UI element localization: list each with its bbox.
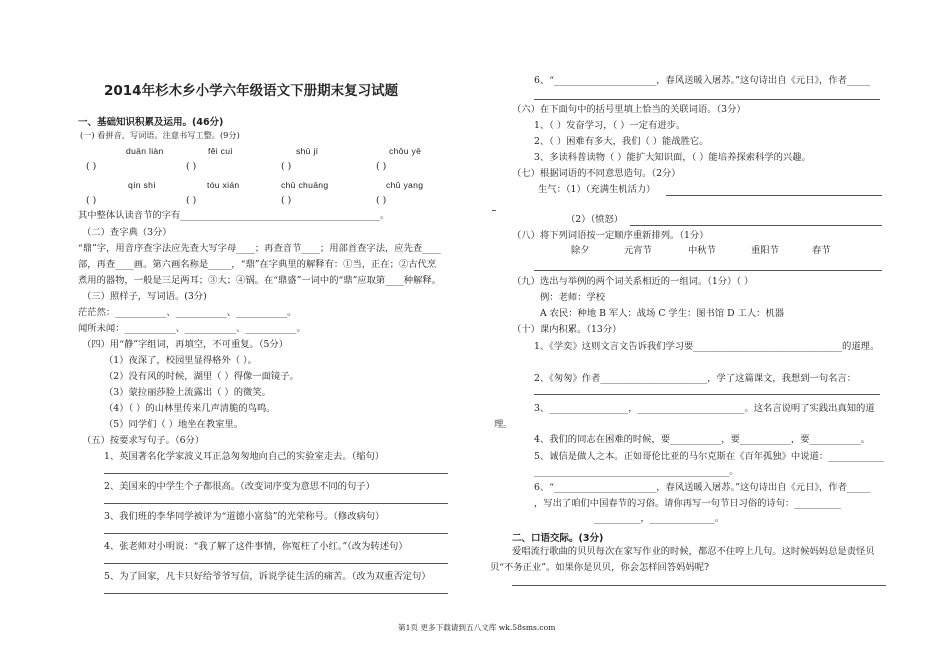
part-6-heading: （六）在下面句中的括号里填上恰当的关联词语。（3分） [512, 104, 746, 115]
recall-question: __________，______________。 [594, 513, 725, 524]
section-1-heading: 一、基础知识积累及运用。(46分) [78, 117, 224, 128]
rewrite-sentence: 5、为了回家，凡卡只好给爷爷写信，诉说学徒生活的痛苦。（改为双重否定句） [104, 571, 431, 582]
recall-question: 1、《学奕》这则文言文告诉我们学习要________________________________的道理。 [534, 341, 880, 352]
pinyin: chǔ yang [386, 180, 424, 190]
part-7-heading: （七）根据词语的不同意思造句。（2分） [512, 168, 681, 179]
recall-question: 6、“______________________，春风送暖入屠苏。”这句诗出自《元日》，作者_____ [534, 482, 871, 493]
pinyin: chū chuāng [281, 180, 329, 190]
answer-line[interactable] [534, 99, 880, 100]
answer-options: A 农民：种地 B 军人：战场 C 学生：图书馆 D 工人：机器 [540, 308, 785, 319]
example-pair: 例：老师：学校 [540, 292, 606, 303]
dictionary-question: “鼎”字，用音序查字法应先查大写字母____；再查音节____；用部首查字法，应先查____ [78, 243, 441, 254]
part-4-heading: （四）用“静”字组词，再填空，不可重复。（5分） [82, 339, 289, 350]
answer-parens[interactable]: ( ) [86, 161, 97, 172]
recall-question: 3、_________________，_______________________。这名言说明了实践出真知的道 [534, 403, 875, 414]
answer-parens[interactable]: ( ) [281, 195, 292, 206]
pinyin: duān liàn [126, 146, 164, 156]
conjunction-sentence: 3、多读科普读物（ ）能扩大知识面，（ ）能培养探索科学的兴趣。 [534, 152, 811, 163]
whole-syllable-question: 其中整体认读音节的字有___________________________________________。 [78, 210, 390, 221]
jing-sentence: （1）夜深了，校园里显得格外（ ）。 [104, 355, 257, 366]
answer-parens[interactable]: ( ) [281, 161, 292, 172]
part-10-heading: （十）课内积累。（13分） [512, 324, 622, 335]
conjunction-sentence: 1、（ ）发奋学习，（ ）一定有进步。 [534, 120, 686, 131]
answer-parens[interactable]: ( ) [186, 161, 197, 172]
recall-question: __________________________________________。 [534, 466, 739, 477]
part-3-heading: （三）照样子，写词语。(3分) [82, 291, 207, 302]
answer-line[interactable] [492, 210, 496, 211]
answer-parens[interactable]: ( ) [186, 195, 197, 206]
answer-line[interactable] [630, 225, 882, 226]
section-2-heading: 二、口语交际。(3分) [512, 533, 604, 544]
jing-sentence: （4）（ ）的山林里传来几声清脆的鸟鸣。 [104, 403, 276, 414]
answer-line[interactable] [104, 563, 448, 564]
recall-question: 2、《匆匆》作者_______________________，学了这篇课文，我想到一句名言： [534, 373, 857, 384]
jing-sentence: （2）没有风的时候，湖里（ ）得像一面镜子。 [104, 371, 299, 382]
festival-word: 重阳节 [751, 245, 779, 256]
page-footer: 第1页 更多下载请到五八文库 wk.58sms.com [398, 623, 556, 632]
answer-line[interactable] [534, 270, 882, 271]
rewrite-sentence: 2、美国来的中学生个子都很高。（改变词序变为意思不同的句子） [104, 481, 375, 492]
answer-parens[interactable]: ( ) [376, 195, 387, 206]
part-1-heading: (一) 看拼音，写词语。注意书写工整。(9分) [80, 130, 240, 140]
page-title: 2014年杉木乡小学六年级语文下册期末复习试题 [104, 83, 399, 99]
answer-line[interactable] [666, 195, 882, 196]
pinyin: chōu yē [389, 146, 422, 156]
pinyin: shū jí [296, 146, 319, 156]
rewrite-sentence: 1、英国著名化学家波义耳正急匆匆地向自己的实验室走去。（缩句） [104, 451, 385, 462]
festival-word: 中秋节 [688, 245, 716, 256]
pinyin: tóu xián [207, 180, 240, 190]
festival-word: 元宵节 [624, 245, 652, 256]
recall-question: ，写出了咱们中国春节的习俗。请你再写一句节日习俗的诗句：__________ [534, 498, 841, 509]
rewrite-sentence: 6、“______________________，春风送暖入屠苏。”这句诗出自《元日》，作者_____ [534, 75, 871, 86]
part-2-heading: （二）查字典（3分） [82, 227, 172, 238]
example-words: 茫茫然：___________、___________、___________。 [78, 307, 297, 318]
oral-prompt: 爱唱流行歌曲的贝贝每次在家写作业的时候，都忍不住哼上几句。这时候妈妈总是责怪贝 [512, 546, 875, 557]
pinyin: qín shì [128, 180, 156, 190]
dictionary-question: 部，再查____画。第六画名称是_____，“鼎”在字典里的解释有：①当，正在；②古代烹 [78, 259, 437, 270]
answer-line[interactable] [104, 503, 448, 504]
recall-question: 4、我们的同志在困难的时候，要___________，要___________，要___________。 [534, 434, 870, 445]
answer-parens[interactable]: ( ) [86, 195, 97, 206]
rewrite-sentence: 3、我们班的李华同学被评为“道德小富翁”的光荣称号。（修改病句） [104, 511, 385, 522]
jing-sentence: （5）同学们（ ）地坐在教室里。 [104, 419, 244, 430]
conjunction-sentence: 2、（ ）困难有多大，我们（ ）能战胜它。 [534, 136, 709, 147]
oral-prompt: 贝“不务正业”。如果你是贝贝，你会怎样回答妈妈呢? [490, 562, 710, 573]
answer-line[interactable] [512, 585, 886, 586]
answer-line[interactable] [104, 473, 448, 474]
rewrite-sentence: 4、张老师对小明说：“我了解了这件事情，你冤枉了小红。”（改为转述句） [104, 541, 408, 552]
answer-line[interactable] [104, 533, 448, 534]
answer-line[interactable] [534, 394, 880, 395]
recall-question: 理。 [494, 419, 513, 430]
part-5-heading: （五）按要求写句子。（6分） [82, 435, 205, 446]
recall-question: 5、诚信是做人之本。正如哥伦比亚的马尔克斯在《百年孤独》中说道：____________ [534, 451, 884, 462]
sentence-prompt: （2）（愤怒） [566, 214, 624, 225]
festival-word: 除夕 [571, 245, 590, 256]
answer-parens[interactable]: ( ) [376, 161, 387, 172]
pinyin: fěi cuì [208, 146, 234, 156]
part-8-heading: （八）将下列词语按一定顺序重新排列。（1分） [512, 230, 709, 241]
festival-word: 春节 [812, 245, 831, 256]
sentence-prompt: 生气：（1）（充满生机活力） [538, 184, 656, 195]
dictionary-question: 煮用的器物，一般是三足两耳；③大；④锅。在“鼎盛”一词中的“鼎”应取第____种解释。 [78, 275, 441, 286]
jing-sentence: （3）蒙拉丽莎脸上流露出（ ）的微笑。 [104, 387, 271, 398]
example-words: 闻所未闻：___________、___________、___________。 [78, 323, 306, 334]
part-9-heading: （九）选出与举例的两个词关系相近的一组词。（1分）（ ） [512, 276, 754, 287]
answer-line[interactable] [104, 593, 448, 594]
